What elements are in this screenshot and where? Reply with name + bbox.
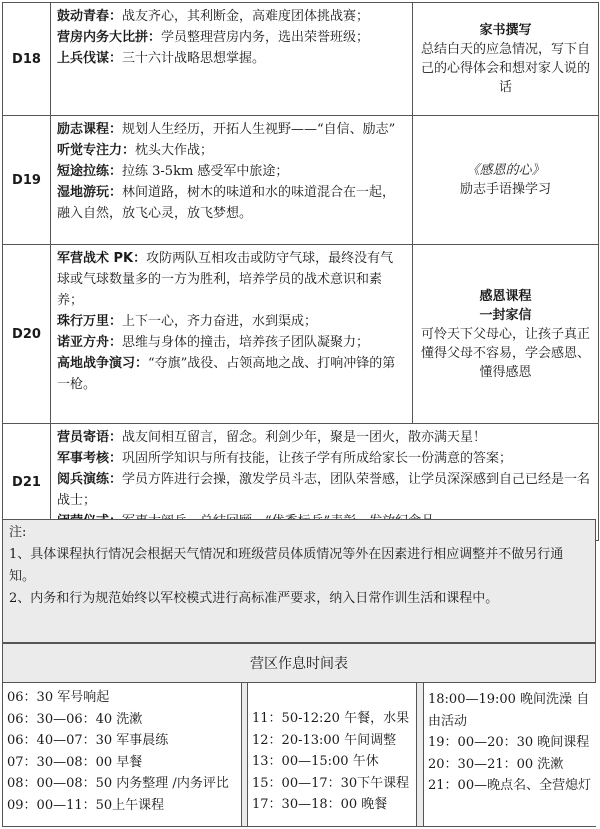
schedule-entry: 09：00—11：50上午课程 — [7, 797, 165, 813]
course-item: 阅兵演练：学员方阵进行会操，激发学员斗志，团队荣誉感，让学员深深感到自己已经是一名战士； — [57, 472, 591, 508]
schedule-entry: 06：40—07：30 军事晨练 — [7, 733, 169, 748]
schedule-entry: 19：00—20：30 晚间课程 — [428, 735, 590, 750]
day-label: D18 — [3, 3, 51, 116]
evening-activity — [413, 245, 599, 424]
schedule-entry: 12：20-13:00 午间调整 — [252, 732, 397, 748]
schedule-entry: 06：30 军号响起 — [7, 690, 110, 705]
day-content — [51, 3, 413, 116]
note-item: 2、内务和行为规范始终以军校模式进行高标准严要求，纳入日常作训生活和课程中。 — [9, 591, 499, 606]
schedule-entry: 11：50-12:20 午餐，水果 — [252, 711, 410, 726]
activity-text: 可怜天下父母心，让孩子真正懂得父母不容易，学会感恩、懂得感恩 — [421, 326, 591, 380]
activity-title: 《感恩的心》 — [466, 163, 545, 178]
course-item: 军营战术 PK：攻防两队互相攻击或防守气球，最终没有气球或气球数量多的一方为胜利，培养学员的战术意识和素养； — [57, 251, 394, 308]
notes-label: 注: — [9, 525, 27, 540]
schedule-entry: 06：30—06：40 洗漱 — [7, 711, 143, 727]
course-item: 营房内务大比拼：学员整理营房内务，选出荣誉班级； — [57, 30, 370, 45]
evening-activity — [413, 3, 599, 116]
schedule-entry: 07：30—08：00 早餐 — [7, 754, 143, 770]
day-row-d20 — [3, 245, 599, 424]
course-item: 军事考核：巩固所学知识与所有技能，让孩子学有所成给家长一份满意的答案； — [57, 451, 513, 466]
schedule-column-evening — [423, 683, 596, 826]
day-content — [51, 116, 413, 245]
course-table — [2, 2, 599, 541]
day-row-d19 — [3, 116, 599, 245]
notes-section — [2, 519, 596, 643]
activity-subtitle: 一封家信 — [479, 307, 532, 323]
course-item: 湿地游玩：林间道路，树木的味道和水的味道混合在一起，融入自然，放飞心灵，放飞梦想。 — [57, 185, 396, 221]
note-item: 1、具体课程执行情况会根据天气情况和班级营员体质情况等外在因素进行相应调整并不做另行通知。 — [9, 547, 564, 584]
activity-text: 励志手语操学习 — [459, 182, 551, 197]
activity-title: 感恩课程 — [479, 288, 532, 304]
day-label: D20 — [3, 245, 51, 424]
schedule-entry: 18:00—19:00 晚间洗澡 自由活动 — [428, 692, 590, 729]
schedule-entry: 13：00—15:00 午休 — [252, 754, 379, 769]
course-item: 诺亚方舟：思维与身体的撞击，培养孩子团队凝聚力； — [57, 335, 370, 350]
activity-title: 家书撰写 — [479, 23, 532, 38]
schedule-entry: 17：30—18：00 晚餐 — [252, 797, 388, 812]
activity-text: 总结白天的应急情况，写下自己的心得体会和想对家人说的话 — [421, 42, 591, 95]
daily-schedule — [2, 643, 596, 827]
day-row-d18 — [3, 3, 599, 116]
course-item: 珠行万里：上下一心，齐力奋进，水到渠成； — [57, 314, 318, 329]
course-item: 短途拉练：拉练 3-5km 感受军中旅途； — [57, 164, 289, 179]
schedule-entry: 08：00—08：50 内务整理 /内务评比 — [7, 776, 229, 791]
course-item: 听觉专注力：枕头大作战； — [57, 143, 214, 158]
course-item: 营员寄语：战友间相互留言，留念。利剑少年，聚是一团火，散亦满天星！ — [57, 430, 487, 445]
schedule-entry: 20：30—21：00 洗漱 — [428, 756, 564, 772]
course-item: 鼓动青春：战友齐心，其利断金，高难度团体挑战赛； — [57, 9, 370, 24]
course-item: 励志课程：规划人生经历，开拓人生视野——“自信、励志” — [57, 122, 396, 137]
schedule-column-afternoon — [247, 683, 417, 826]
schedule-entry: 21：00—晚点名、全营熄灯 — [428, 778, 592, 793]
course-item: 高地战争演习：“夺旗”战役、占领高地之战、打响冲锋的第一枪。 — [57, 356, 396, 392]
day-label: D19 — [3, 116, 51, 245]
schedule-title: 营区作息时间表 — [3, 644, 595, 683]
day-label: D21 — [3, 424, 51, 541]
course-item: 上兵伐谋：三十六计战略思想掌握。 — [57, 51, 266, 66]
day-content — [51, 245, 413, 424]
schedule-entry: 15：00—17：30下午课程 — [252, 775, 410, 791]
schedule-column-morning — [3, 683, 242, 826]
evening-activity — [413, 116, 599, 245]
